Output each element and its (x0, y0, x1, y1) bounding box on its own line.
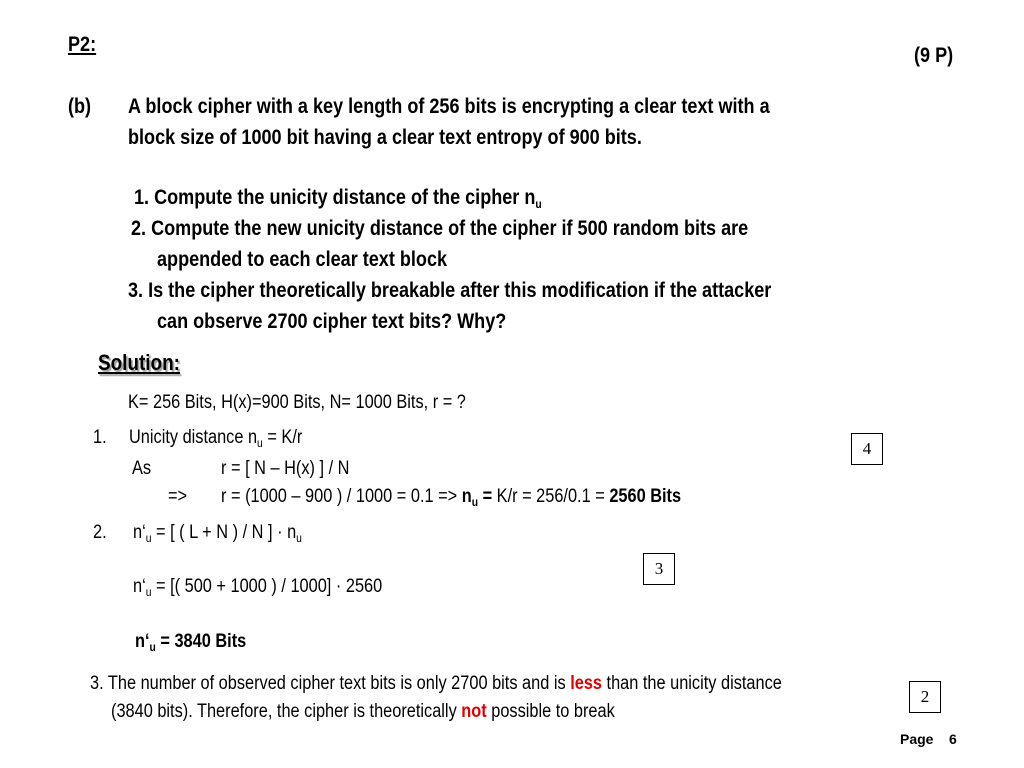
step2-number: 2. (93, 522, 107, 543)
step1-as-label: As (132, 458, 152, 479)
step2-calculation: $n‘_u$ = [( 500 + 1000 ) / 1000] · 2560 (133, 576, 383, 599)
question-intro-line1: A block cipher with a key length of 256 bits is encrypting a clear text with a (128, 95, 770, 118)
step1-formula: Unicity distance $n_u = K/r$ (129, 427, 303, 450)
question-item-1-text: 1. Compute the unicity distance of the cipher n (134, 186, 536, 209)
step3-line1: 3. The number of observed cipher text bits is only 2700 bits and is less than the unicity distance (90, 673, 782, 694)
step2-formula: $n‘_u$ = [ ( L + N ) / N ] · $n_u$ (133, 522, 302, 545)
score-box-2: 3 (643, 553, 675, 585)
problem-label: P2: (68, 33, 97, 56)
page-label: Page (900, 731, 934, 747)
step1-calculation: r = (1000 – 900 ) / $1000 = 0.1 => n_u = K/r = 256/0.1 = 2560$ Bits (221, 486, 682, 509)
question-item-2-line2: appended to each clear text block (157, 248, 448, 271)
page-number: 6 (949, 731, 957, 747)
step1-result: 2560 Bits (609, 486, 682, 507)
highlight-less: less (570, 673, 602, 694)
step1-arrow: => (168, 486, 188, 507)
solution-givens: K= 256 Bits, H(x)=900 Bits, N= 1000 Bits, r = ? (128, 392, 466, 413)
step1-r-formula: r = [ N – H(x) ] / N (221, 458, 350, 479)
step1-number: 1. (93, 427, 107, 448)
step3-line2: (3840 bits). Therefore, the cipher is theoretically not possible to break (111, 701, 615, 722)
highlight-not: not (461, 701, 487, 722)
question-item-1 (134, 186, 542, 211)
question-item-2-line1: 2. Compute the new unicity distance of the cipher if 500 random bits are (131, 217, 749, 240)
score-box-3: 2 (909, 681, 941, 713)
subscript-u: u (535, 197, 542, 211)
question-intro-line2: block size of 1000 bit having a clear text entropy of 900 bits. (128, 126, 642, 149)
solution-title: Solution: (98, 350, 180, 375)
question-item-3-line2: can observe 2700 cipher text bits? Why? (157, 310, 507, 333)
step2-result: $n‘_u = 3840$ Bits (135, 631, 247, 654)
score-box-1: 4 (851, 433, 883, 465)
question-item-3-line1: 3. Is the cipher theoretically breakable after this modification if the attacker (128, 279, 772, 302)
points-label: (9 P) (914, 44, 954, 67)
part-label: (b) (68, 95, 92, 118)
